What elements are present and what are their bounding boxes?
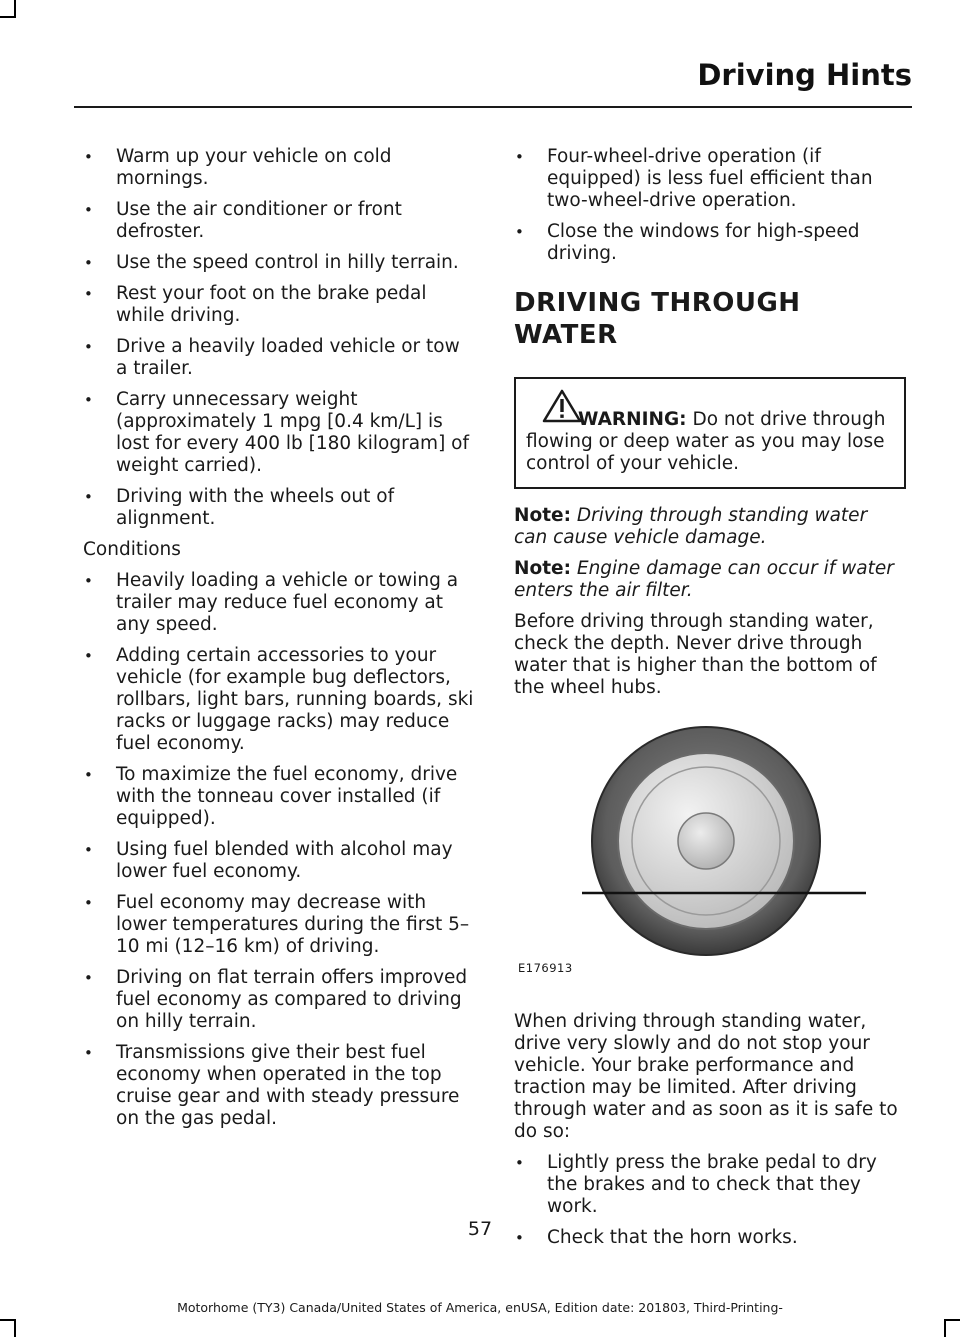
note-label: Note: bbox=[514, 558, 571, 579]
list-item: • Use the air conditioner or front defroster. bbox=[83, 199, 475, 243]
list-item: • Driving on flat terrain offers improved fuel economy as compared to driving on hilly terrain. bbox=[83, 967, 475, 1033]
left-column bbox=[83, 146, 475, 1139]
note-2 bbox=[514, 558, 906, 602]
warning-box bbox=[514, 377, 906, 489]
right-bullet-list-top bbox=[514, 146, 906, 265]
note-text: Engine damage can occur if water enters the air filter. bbox=[514, 558, 894, 601]
list-item: • Warm up your vehicle on cold mornings. bbox=[83, 146, 475, 190]
list-item: • Use the speed control in hilly terrain. bbox=[83, 252, 475, 274]
crop-mark-bottom-right-h bbox=[944, 1319, 960, 1321]
figure-code: E176913 bbox=[518, 961, 573, 975]
warning-label: WARNING: bbox=[578, 409, 687, 430]
page-header-title: Driving Hints bbox=[697, 58, 912, 92]
list-item: • Fuel economy may decrease with lower temperatures during the first 5–10 mi (12–16 km) of driving. bbox=[83, 892, 475, 958]
list-item: • Drive a heavily loaded vehicle or tow a trailer. bbox=[83, 336, 475, 380]
conditions-list bbox=[83, 570, 475, 1130]
list-item: • Lightly press the brake pedal to dry the brakes and to check that they work. bbox=[514, 1152, 906, 1218]
crop-mark-bottom-left-h bbox=[0, 1319, 16, 1321]
warning-triangle-icon bbox=[542, 389, 582, 423]
right-column bbox=[514, 146, 906, 1258]
list-item: • Driving with the wheels out of alignment. bbox=[83, 486, 475, 530]
list-item: • Check that the horn works. bbox=[514, 1227, 906, 1249]
crop-mark-top-left-h bbox=[0, 16, 16, 18]
note-1 bbox=[514, 505, 906, 549]
note-label: Note: bbox=[514, 505, 571, 526]
list-item: • Close the windows for high-speed driving. bbox=[514, 221, 906, 265]
list-item: • Transmissions give their best fuel economy when operated in the top cruise gear and with steady pressure on the gas pedal. bbox=[83, 1042, 475, 1130]
conditions-heading: Conditions bbox=[83, 539, 181, 560]
page-number: 57 bbox=[467, 1218, 493, 1240]
crop-mark-bottom-right bbox=[944, 1319, 946, 1337]
section-title: DRIVING THROUGH WATER bbox=[514, 288, 801, 350]
header-divider bbox=[74, 106, 912, 108]
list-item: • Four-wheel-drive operation (if equipped) is less fuel efficient than two-wheel-drive operation. bbox=[514, 146, 906, 212]
list-item: • Adding certain accessories to your vehicle (for example bug deflectors, rollbars, light bars, running boards, ski racks or luggage racks) may reduce fuel economy. bbox=[83, 645, 475, 755]
standing-water-paragraph: When driving through standing water, drive very slowly and do not stop your vehicle. Your brake performance and traction may be limited. After driving through water and as soon as it is safe to do so: bbox=[514, 1011, 898, 1142]
list-item: • Rest your foot on the brake pedal while driving. bbox=[83, 283, 475, 327]
footer-text: Motorhome (TY3) Canada/United States of America, enUSA, Edition date: 201803, Third-Printing- bbox=[177, 1300, 783, 1315]
wheel-water-figure bbox=[514, 717, 906, 997]
crop-mark-bottom-left bbox=[14, 1319, 16, 1337]
warning-text-rest: flowing or deep water as you may lose control of your vehicle. bbox=[526, 431, 885, 474]
list-item: • To maximize the fuel economy, drive with the tonneau cover installed (if equipped). bbox=[83, 764, 475, 830]
warning-text-line1: Do not drive through bbox=[692, 409, 886, 430]
list-item: • Carry unnecessary weight (approximately 1 mpg [0.4 km/L] is lost for every 400 lb [180 kilogram] of weight carried). bbox=[83, 389, 475, 477]
note-text: Driving through standing water can cause vehicle damage. bbox=[514, 505, 868, 548]
list-item: • Using fuel blended with alcohol may lower fuel economy. bbox=[83, 839, 475, 883]
left-bullet-list bbox=[83, 146, 475, 530]
list-item: • Heavily loading a vehicle or towing a trailer may reduce fuel economy at any speed. bbox=[83, 570, 475, 636]
wheel-illustration bbox=[514, 717, 906, 997]
water-depth-paragraph: Before driving through standing water, check the depth. Never drive through water that is higher than the bottom of the wheel hubs. bbox=[514, 611, 877, 698]
